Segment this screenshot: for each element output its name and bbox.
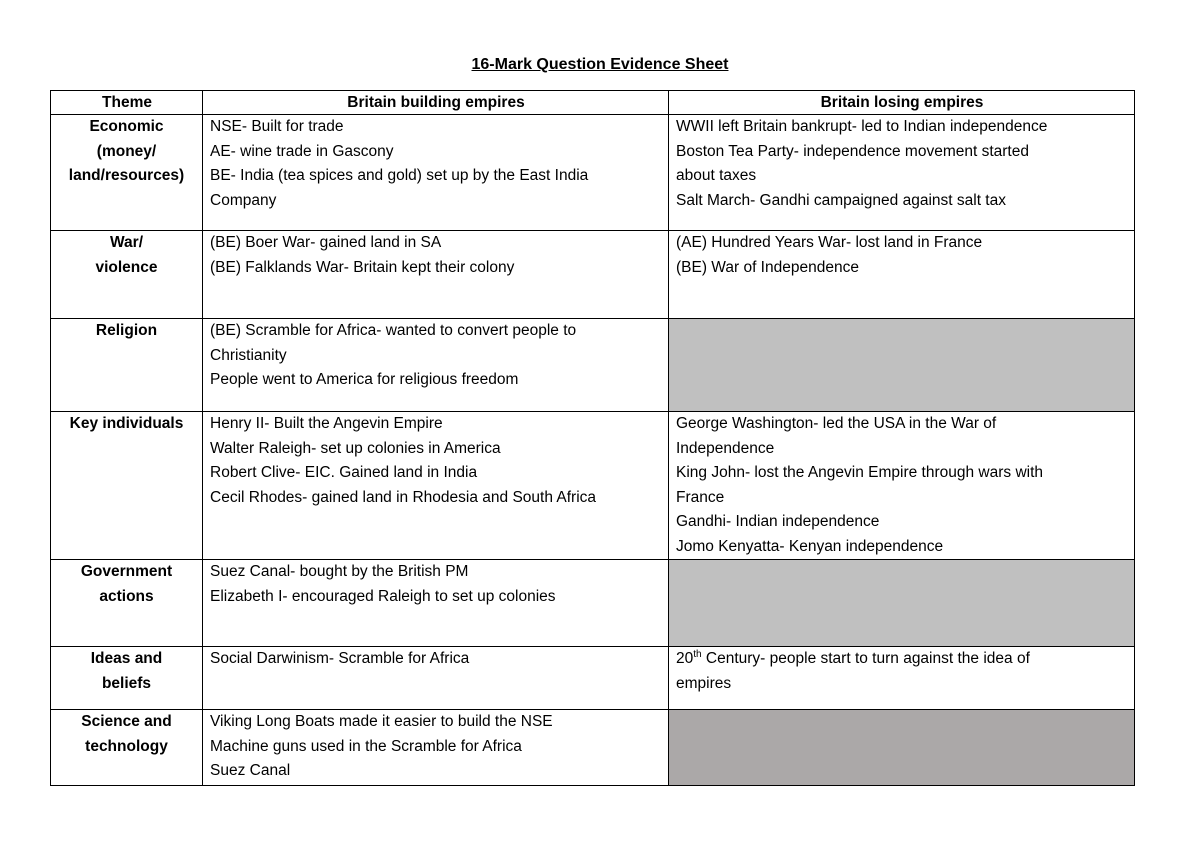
theme-line: land/resources): [68, 167, 185, 184]
evidence-line: about taxes: [676, 167, 757, 184]
building-cell: [203, 710, 669, 786]
header-row: [51, 91, 1135, 115]
evidence-line: Elizabeth I- encouraged Raleigh to set up colonies: [210, 587, 556, 605]
table-row-economic: [51, 115, 1135, 231]
theme-line: Government: [80, 563, 173, 580]
evidence-line: Boston Tea Party- independence movement started: [676, 142, 1029, 160]
evidence-line: Suez Canal: [210, 762, 291, 779]
century-number: 20: [676, 650, 694, 667]
building-cell: [203, 560, 669, 647]
theme-cell: [51, 412, 203, 560]
table-row-key-individuals: [51, 412, 1135, 560]
table-row-war: [51, 231, 1135, 319]
evidence-line: (AE) Hundred Years War- lost land in France: [676, 234, 983, 251]
theme-line: Economic: [89, 118, 164, 135]
header-losing: Britain losing empires: [669, 91, 1135, 115]
table-row-government: [51, 560, 1135, 647]
evidence-line: King John- lost the Angevin Empire through wars with: [676, 464, 1044, 481]
losing-cell-empty: [669, 560, 1135, 647]
evidence-line: Robert Clive- EIC. Gained land in India: [210, 464, 478, 481]
evidence-line: NSE- Built for trade: [210, 118, 344, 135]
evidence-line: empires: [676, 674, 732, 692]
evidence-line: Salt March- Gandhi campaigned against salt tax: [676, 191, 1006, 209]
losing-cell: [669, 231, 1135, 319]
evidence-line: France: [676, 488, 725, 506]
century-suffix: th: [693, 648, 702, 660]
theme-line: technology: [85, 737, 168, 755]
theme-line: actions: [99, 587, 154, 605]
building-cell: [203, 412, 669, 560]
building-cell: [203, 231, 669, 319]
building-cell: [203, 115, 669, 231]
losing-cell: [669, 115, 1135, 231]
evidence-line: Walter Raleigh- set up colonies in America: [210, 439, 501, 457]
evidence-line: Jomo Kenyatta- Kenyan independence: [676, 537, 944, 555]
evidence-line: Social Darwinism- Scramble for Africa: [210, 650, 470, 667]
theme-cell: [51, 560, 203, 647]
theme-line: violence: [95, 258, 158, 276]
evidence-table: [50, 90, 1135, 786]
evidence-line: (BE) Scramble for Africa- wanted to convert people to: [210, 322, 577, 339]
document-title: 16-Mark Question Evidence Sheet: [471, 56, 729, 73]
table-row-religion: [51, 319, 1135, 412]
theme-line: Science and: [81, 713, 172, 730]
theme-line: Key individuals: [69, 415, 184, 432]
table-row-ideas: [51, 647, 1135, 710]
theme-cell: [51, 647, 203, 710]
evidence-line: George Washington- led the USA in the War of: [676, 415, 997, 432]
evidence-line: Company: [210, 191, 277, 209]
theme-cell: [51, 319, 203, 412]
header-theme: Theme: [51, 91, 203, 115]
evidence-line: BE- India (tea spices and gold) set up by the East India: [210, 167, 589, 184]
building-cell: [203, 647, 669, 710]
evidence-line: Henry II- Built the Angevin Empire: [210, 415, 443, 432]
building-cell: [203, 319, 669, 412]
losing-cell: [669, 647, 1135, 710]
evidence-line: Independence: [676, 439, 775, 457]
theme-line: Ideas and: [90, 650, 163, 667]
evidence-line: Cecil Rhodes- gained land in Rhodesia and South Africa: [210, 488, 597, 506]
theme-cell: [51, 231, 203, 319]
evidence-line: Gandhi- Indian independence: [676, 513, 880, 530]
evidence-line: [676, 647, 1128, 672]
evidence-line: (BE) Boer War- gained land in SA: [210, 234, 442, 251]
evidence-line: Machine guns used in the Scramble for Africa: [210, 737, 522, 755]
evidence-line: Viking Long Boats made it easier to build the NSE: [210, 713, 553, 730]
evidence-line: People went to America for religious freedom: [210, 371, 519, 388]
theme-line: Religion: [95, 322, 158, 339]
table-row-science: [51, 710, 1135, 786]
theme-line: (money/: [96, 142, 157, 160]
evidence-line: (BE) Falklands War- Britain kept their colony: [210, 258, 515, 276]
losing-cell: [669, 412, 1135, 560]
losing-cell-empty: [669, 319, 1135, 412]
evidence-line: Suez Canal- bought by the British PM: [210, 563, 469, 580]
header-building: Britain building empires: [203, 91, 669, 115]
evidence-line: AE- wine trade in Gascony: [210, 142, 394, 160]
losing-cell-empty: [669, 710, 1135, 786]
theme-line: beliefs: [101, 674, 152, 692]
theme-cell: [51, 115, 203, 231]
theme-line: War/: [109, 234, 143, 251]
evidence-line: (BE) War of Independence: [676, 258, 859, 276]
century-text: Century- people start to turn against the idea of: [701, 650, 1030, 667]
theme-cell: [51, 710, 203, 786]
evidence-line: WWII left Britain bankrupt- led to Indian independence: [676, 118, 1048, 135]
evidence-line: Christianity: [210, 346, 287, 364]
